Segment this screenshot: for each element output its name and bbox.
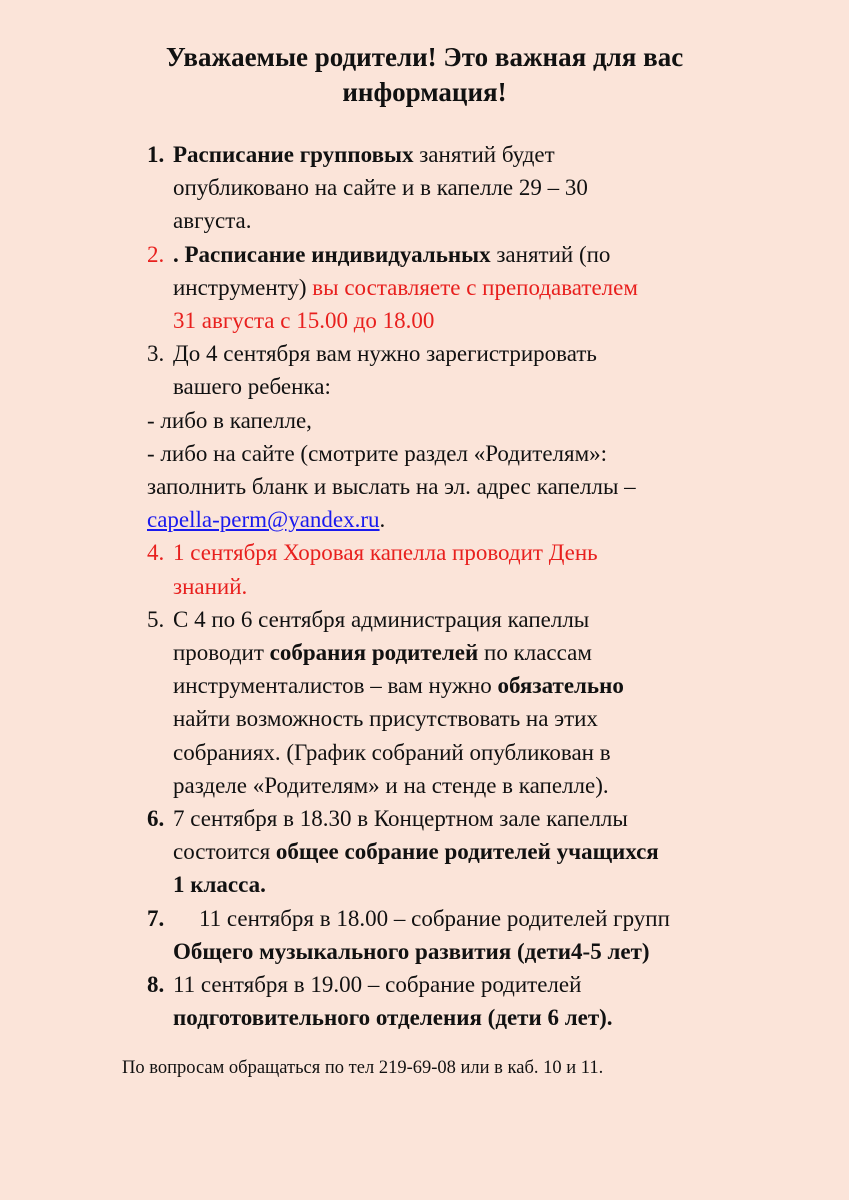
contact-footer: По вопросам обращаться по тел 219-69-08 или в каб. 10 и 11. bbox=[122, 1058, 604, 1078]
item-2-line-3: 31 августа с 15.00 до 18.00 bbox=[173, 308, 435, 334]
email-link[interactable]: capella-perm@yandex.ru bbox=[147, 507, 380, 533]
list-item-3 bbox=[147, 337, 817, 403]
item-7-line-1: 11 сентября в 18.00 – собрание родителей групп bbox=[199, 905, 670, 931]
item-6-line-2-bold: общее собрание родителей учащихся bbox=[275, 839, 659, 865]
item-5-line-3-pre: инструменталистов – вам нужно bbox=[173, 673, 498, 699]
item-5-line-6: разделе «Родителям» и на стенде в капелле). bbox=[173, 772, 609, 798]
item-6-line-1: 7 сентября в 18.30 в Концертном зале капеллы bbox=[173, 806, 628, 832]
list-item-6 bbox=[147, 802, 817, 902]
item-5-number: 5. bbox=[147, 606, 165, 632]
item-1-text: занятий будет bbox=[413, 142, 555, 167]
item-5-line-2-bold: собрания родителей bbox=[269, 640, 479, 666]
item-2-text: занятий (по bbox=[490, 241, 611, 267]
item-3-line-2: вашего ребенка: bbox=[173, 374, 331, 400]
list-item-5 bbox=[147, 603, 817, 802]
item-8-line-1: 11 сентября в 19.00 – собрание родителей bbox=[173, 972, 582, 998]
list-item-2 bbox=[147, 238, 817, 338]
title-line-2: информация! bbox=[342, 77, 507, 107]
item-6-line-3-bold: 1 класса. bbox=[173, 872, 266, 898]
email-tail: . bbox=[379, 507, 386, 533]
item-5-line-3-bold: обязательно bbox=[497, 673, 624, 699]
item-3-number: 3. bbox=[147, 341, 165, 367]
item-6-number: 6. bbox=[147, 806, 165, 832]
item-4-line-1: 1 сентября Хоровая капелла проводит День bbox=[173, 540, 598, 566]
item-5-line-1: С 4 по 6 сентября администрация капеллы bbox=[173, 606, 590, 632]
item-1-number: 1. bbox=[147, 142, 165, 167]
page-title bbox=[0, 40, 849, 110]
item-4-number: 4. bbox=[147, 540, 165, 566]
title-line-1: Уважаемые родители! Это важная для вас bbox=[165, 42, 684, 72]
list-item-4 bbox=[147, 536, 817, 602]
item-1-bold: Расписание групповых bbox=[173, 142, 414, 167]
item-2-line-2-red: вы составляете с преподавателем bbox=[312, 274, 638, 300]
item-2-number: 2. bbox=[147, 241, 165, 267]
item-3-line-5: заполнить бланк и выслать на эл. адрес капеллы – bbox=[147, 474, 636, 500]
item-2-line-2-black: инструменту) bbox=[173, 274, 313, 300]
item-8-line-2-bold: подготовительного отделения (дети 6 лет). bbox=[173, 1005, 613, 1031]
list-item-8 bbox=[147, 968, 817, 1034]
item-5-line-4: найти возможность присутствовать на этих bbox=[173, 706, 598, 732]
item-8-number: 8. bbox=[147, 972, 165, 998]
item-3-dash-1: - либо в капелле, bbox=[147, 407, 312, 433]
info-list bbox=[147, 138, 817, 1034]
item-2-bold: . Расписание индивидуальных bbox=[173, 241, 491, 267]
list-item-1 bbox=[147, 138, 817, 238]
item-5-line-2-post: по классам bbox=[478, 640, 592, 666]
item-3-dash-2: - либо на сайте (смотрите раздел «Родителям»: bbox=[147, 440, 608, 466]
list-item-7 bbox=[147, 902, 817, 968]
item-4-line-2: знаний. bbox=[173, 573, 248, 599]
item-5-line-5: собраниях. (График собраний опубликован в bbox=[173, 739, 611, 765]
item-7-line-2-bold: Общего музыкального развития (дети4-5 лет) bbox=[173, 938, 650, 964]
item-5-line-2-pre: проводит bbox=[173, 640, 270, 666]
item-3-line-1: До 4 сентября вам нужно зарегистрировать bbox=[173, 341, 597, 367]
item-7-number: 7. bbox=[147, 905, 165, 931]
item-6-line-2-pre: состоится bbox=[173, 839, 276, 865]
item-1-line-2: опубликовано на сайте и в капелле 29 – 30 bbox=[173, 175, 588, 201]
item-1-line-3: августа. bbox=[173, 208, 252, 234]
